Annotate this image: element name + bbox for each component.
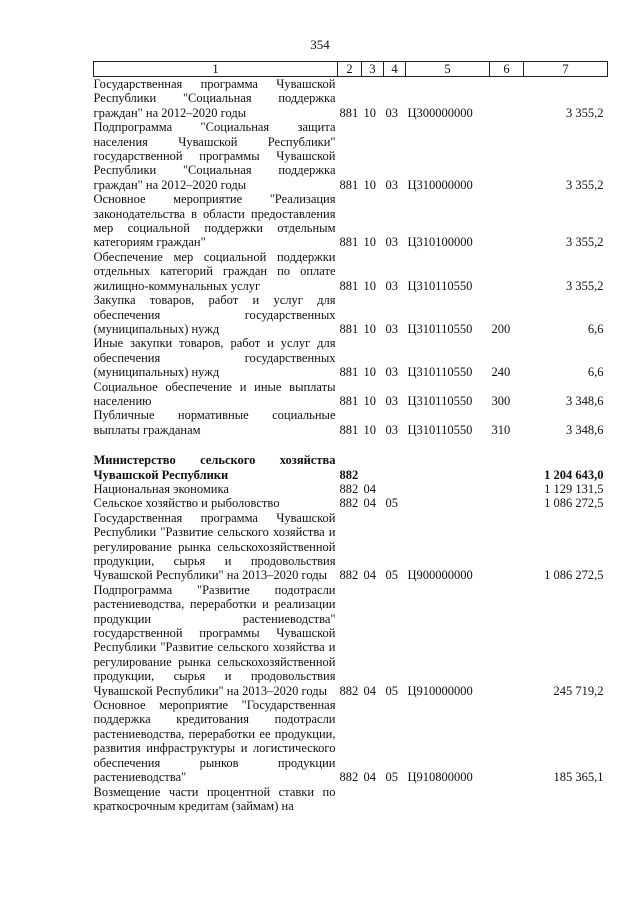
column-header: 1 — [94, 62, 338, 77]
row-pr: 03 — [385, 321, 398, 336]
row-rz: 10 — [363, 177, 376, 192]
row-vr: 300 — [491, 393, 511, 408]
row-csr — [406, 785, 490, 814]
table-row — [94, 120, 608, 192]
row-name: Подпрограмма "Социальная защита населения Чувашской Республики" государственной программы Чувашской Республики "Социальная поддержка граждан" на 2012–2020 годы — [93, 120, 336, 192]
row-name: Министерство сельского хозяйства Чувашской Республики — [93, 453, 336, 482]
table-row — [94, 250, 608, 293]
row-sum: 245 719,2 — [553, 683, 604, 698]
row-gr: 882 — [339, 467, 359, 482]
row-rz: 04 — [363, 481, 376, 496]
row-gr: 881 — [339, 422, 359, 437]
row-pr: 03 — [385, 177, 398, 192]
column-header: 4 — [384, 62, 406, 77]
row-name: Основное мероприятие "Государственная поддержка кредитования подотрасли растениеводства, переработки ее продукции, развития инфраструктуры и логистического обеспечения рынков продукции растениеводства" — [93, 698, 336, 785]
row-csr: Ц310110550 — [407, 278, 473, 293]
row-rz: 04 — [363, 496, 376, 511]
row-gr: 882 — [339, 481, 359, 496]
row-rz: 10 — [363, 365, 376, 380]
row-csr: Ц910800000 — [407, 770, 473, 785]
row-rz: 10 — [363, 422, 376, 437]
row-vr — [490, 250, 524, 293]
row-rz: 10 — [363, 105, 376, 120]
row-vr — [490, 583, 524, 698]
row-rz — [362, 453, 384, 482]
row-rz: 10 — [363, 278, 376, 293]
row-csr: Ц910000000 — [407, 683, 473, 698]
row-sum: 3 355,2 — [566, 177, 604, 192]
row-vr — [490, 698, 524, 784]
table-row — [94, 453, 608, 482]
row-name: Социальное обеспечение и иные выплаты населению — [93, 379, 336, 408]
table-body — [94, 77, 608, 814]
row-gr: 881 — [339, 365, 359, 380]
row-pr — [384, 482, 406, 496]
row-name: Основное мероприятие "Реализация законодательства в области предоставления мер социальной поддержки отдельным категориям граждан" — [93, 192, 336, 250]
table-row — [94, 380, 608, 409]
row-csr: Ц310000000 — [407, 177, 473, 192]
row-rz: 10 — [363, 235, 376, 250]
row-csr: Ц900000000 — [407, 568, 473, 583]
row-name: Иные закупки товаров, работ и услуг для обеспечения государственных (муниципальных) нужд — [93, 336, 336, 380]
row-name: Государственная программа Чувашской Республики "Социальная поддержка граждан" на 2012–2020 годы — [93, 77, 336, 120]
budget-table — [93, 61, 608, 813]
row-pr: 05 — [385, 496, 398, 511]
row-sum: 3 348,6 — [566, 422, 604, 437]
row-pr: 03 — [385, 365, 398, 380]
table-row — [94, 698, 608, 784]
row-vr — [490, 453, 524, 482]
row-csr: Ц310100000 — [407, 235, 473, 250]
row-csr: Ц310110550 — [407, 321, 473, 336]
row-rz: 04 — [363, 568, 376, 583]
row-rz: 10 — [363, 393, 376, 408]
header-row — [94, 62, 608, 77]
row-pr: 05 — [385, 770, 398, 785]
row-pr — [384, 785, 406, 814]
row-gr: 882 — [339, 568, 359, 583]
row-pr: 03 — [385, 105, 398, 120]
row-csr — [406, 482, 490, 496]
row-vr — [490, 192, 524, 250]
row-name: Государственная программа Чувашской Республики "Развитие сельского хозяйства и регулирование рынка сельскохозяйственной продукции, сырья и продовольствия Чувашской Республики" на 2013–2020 годы — [93, 510, 336, 583]
row-sum: 1 086 272,5 — [544, 496, 604, 511]
row-gr: 882 — [339, 683, 359, 698]
row-gr: 881 — [339, 321, 359, 336]
row-rz: 04 — [363, 770, 376, 785]
row-csr: Ц310110550 — [407, 422, 473, 437]
row-vr: 310 — [491, 422, 511, 437]
row-rz: 10 — [363, 321, 376, 336]
row-pr: 03 — [385, 278, 398, 293]
row-pr — [384, 453, 406, 482]
row-sum: 3 348,6 — [566, 393, 604, 408]
row-sum: 185 365,1 — [553, 770, 604, 785]
row-vr: 240 — [491, 365, 511, 380]
row-name: Подпрограмма "Развитие подотрасли растениеводства, переработки и реализации продукции растениеводства" государственной программы Чувашской Республики "Развитие сельского хозяйства и регулирование рынка сельскохозяйственной продукции, сырья и продовольствия Чувашской Республики" на 2013–2020 годы — [93, 582, 336, 698]
row-sum: 3 355,2 — [566, 278, 604, 293]
spacer-row — [94, 437, 608, 453]
spacer-cell — [94, 437, 608, 453]
row-csr — [406, 496, 490, 510]
table-row — [94, 336, 608, 379]
row-pr: 05 — [385, 683, 398, 698]
row-sum: 1 129 131,5 — [544, 481, 604, 496]
row-gr: 881 — [339, 177, 359, 192]
row-sum: 6,6 — [587, 365, 604, 380]
row-gr — [338, 785, 362, 814]
table-row — [94, 192, 608, 250]
column-header: 3 — [362, 62, 384, 77]
row-csr: Ц300000000 — [407, 105, 473, 120]
row-gr: 882 — [339, 770, 359, 785]
row-gr: 881 — [339, 278, 359, 293]
table-row — [94, 482, 608, 496]
row-sum: 6,6 — [587, 321, 604, 336]
table-row — [94, 408, 608, 437]
row-vr — [490, 496, 524, 510]
row-name: Публичные нормативные социальные выплаты гражданам — [93, 408, 336, 437]
row-rz: 04 — [363, 683, 376, 698]
row-rz — [362, 785, 384, 814]
table-row — [94, 293, 608, 336]
column-header: 2 — [338, 62, 362, 77]
table-row — [94, 785, 608, 814]
row-pr: 03 — [385, 422, 398, 437]
row-vr — [490, 482, 524, 496]
row-sum: 3 355,2 — [566, 235, 604, 250]
column-header: 5 — [406, 62, 490, 77]
table-row — [94, 77, 608, 121]
row-name: Закупка товаров, работ и услуг для обеспечения государственных (муниципальных) нужд — [93, 293, 336, 336]
row-name: Национальная экономика — [93, 481, 229, 496]
row-sum — [524, 785, 608, 814]
row-vr — [490, 77, 524, 121]
row-name: Сельское хозяйство и рыболовство — [93, 496, 280, 511]
row-vr — [490, 511, 524, 583]
row-pr: 03 — [385, 235, 398, 250]
table-row — [94, 583, 608, 698]
row-name: Возмещение части процентной ставки по краткосрочным кредитам (займам) на — [93, 784, 336, 813]
row-name: Обеспечение мер социальной поддержки отдельных категорий граждан по оплате жилищно-коммунальных услуг — [93, 249, 336, 293]
row-gr: 881 — [339, 105, 359, 120]
row-vr — [490, 120, 524, 192]
row-pr: 03 — [385, 393, 398, 408]
row-sum: 1 086 272,5 — [544, 568, 604, 583]
row-vr: 200 — [491, 321, 511, 336]
row-csr — [406, 453, 490, 482]
row-gr: 882 — [339, 496, 359, 511]
row-sum: 1 204 643,0 — [544, 467, 604, 482]
table-row — [94, 496, 608, 510]
column-header: 7 — [524, 62, 608, 77]
row-gr: 881 — [339, 393, 359, 408]
page-number: 354 — [310, 37, 330, 52]
row-pr: 05 — [385, 568, 398, 583]
row-vr — [490, 785, 524, 814]
column-header: 6 — [490, 62, 524, 77]
row-gr: 881 — [339, 235, 359, 250]
row-sum: 3 355,2 — [566, 105, 604, 120]
table-row — [94, 511, 608, 583]
row-csr: Ц310110550 — [407, 365, 473, 380]
row-csr: Ц310110550 — [407, 393, 473, 408]
